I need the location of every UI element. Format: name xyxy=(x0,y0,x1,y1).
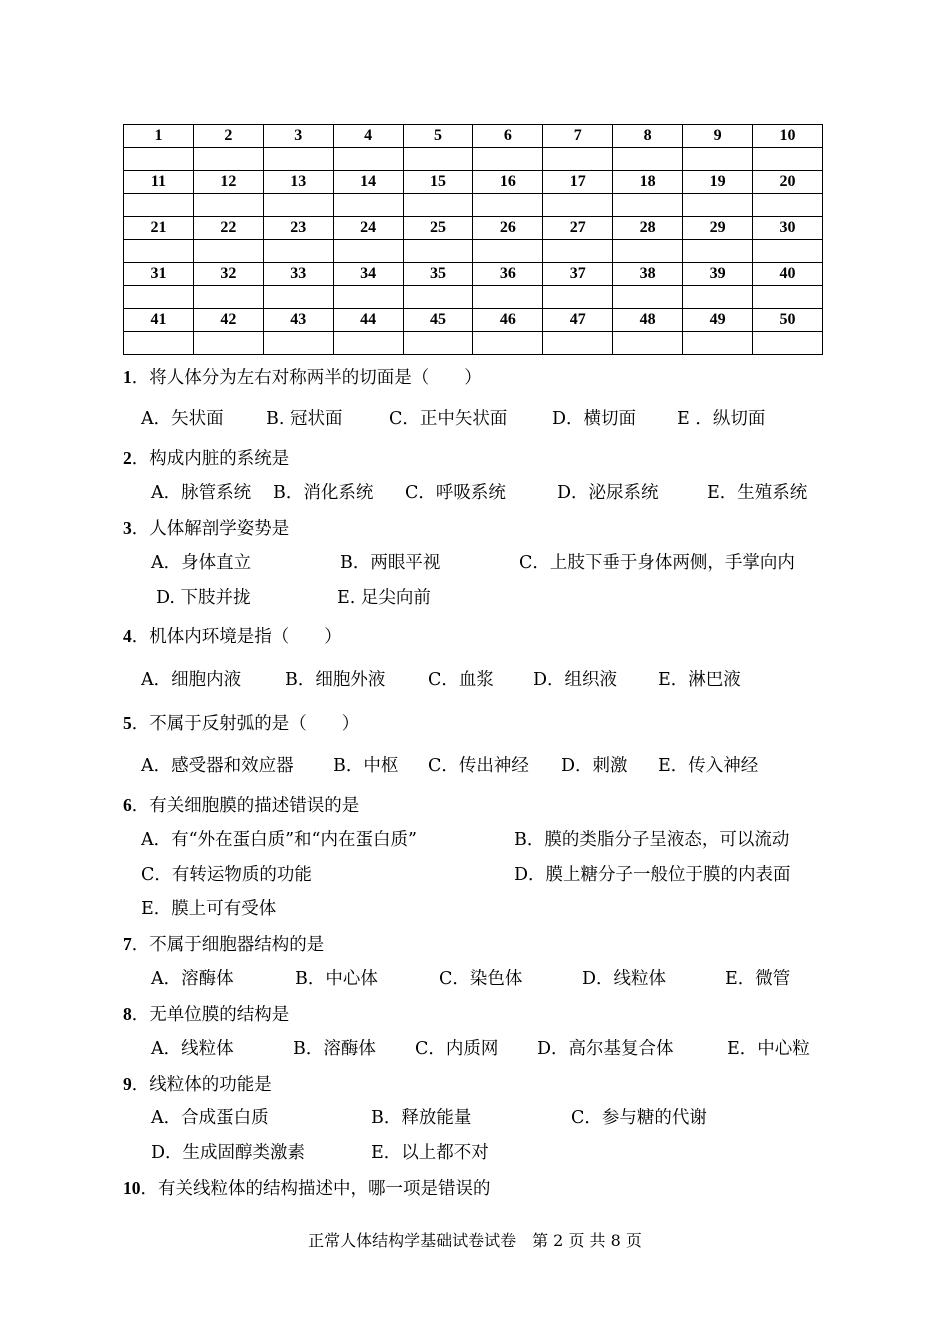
grid-answer-cell[interactable] xyxy=(473,194,543,217)
grid-answer-row xyxy=(124,286,823,309)
grid-answer-cell[interactable] xyxy=(333,194,403,217)
grid-answer-cell[interactable] xyxy=(543,332,613,355)
grid-number-cell: 48 xyxy=(613,309,683,332)
grid-answer-cell[interactable] xyxy=(124,240,194,263)
grid-answer-cell[interactable] xyxy=(333,148,403,171)
q9-option-b: B．释放能量 xyxy=(371,1108,472,1128)
grid-number-cell: 29 xyxy=(683,217,753,240)
question-4: 4．机体内环境是指（ ） xyxy=(123,626,342,647)
q2-option-e: E．生殖系统 xyxy=(707,483,808,503)
q9-option-c: C．参与糖的代谢 xyxy=(571,1108,707,1128)
grid-answer-cell[interactable] xyxy=(403,194,473,217)
grid-answer-cell[interactable] xyxy=(753,332,823,355)
q6-option-e: E．膜上可有受体 xyxy=(141,899,277,919)
grid-number-cell: 34 xyxy=(333,263,403,286)
q6-option-b: B．膜的类脂分子呈液态，可以流动 xyxy=(514,830,790,850)
q4-option-b: B．细胞外液 xyxy=(285,670,386,690)
q2-option-d: D．泌尿系统 xyxy=(557,483,659,503)
q5-option-e: E．传入神经 xyxy=(658,756,759,776)
q9-option-d: D．生成固醇类激素 xyxy=(151,1143,306,1163)
grid-number-cell: 35 xyxy=(403,263,473,286)
grid-number-cell: 10 xyxy=(753,125,823,148)
q8-option-d: D．高尔基复合体 xyxy=(537,1039,674,1059)
grid-number-cell: 46 xyxy=(473,309,543,332)
grid-answer-cell[interactable] xyxy=(193,148,263,171)
grid-answer-row xyxy=(124,332,823,355)
grid-answer-cell[interactable] xyxy=(193,332,263,355)
q4-option-e: E．淋巴液 xyxy=(658,670,741,690)
question-6: 6．有关细胞膜的描述错误的是 xyxy=(123,795,360,816)
grid-answer-cell[interactable] xyxy=(753,240,823,263)
grid-number-row xyxy=(124,125,823,148)
grid-answer-cell[interactable] xyxy=(403,148,473,171)
question-9: 9．线粒体的功能是 xyxy=(123,1074,272,1095)
grid-number-cell: 9 xyxy=(683,125,753,148)
grid-number-cell: 17 xyxy=(543,171,613,194)
grid-number-cell: 19 xyxy=(683,171,753,194)
grid-number-cell: 14 xyxy=(333,171,403,194)
grid-number-cell: 50 xyxy=(753,309,823,332)
grid-answer-cell[interactable] xyxy=(263,194,333,217)
grid-answer-cell[interactable] xyxy=(193,194,263,217)
grid-number-cell: 18 xyxy=(613,171,683,194)
q5-option-c: C．传出神经 xyxy=(428,756,529,776)
q7-option-b: B．中心体 xyxy=(295,969,378,989)
q4-option-d: D．组织液 xyxy=(533,670,618,690)
q2-option-b: B．消化系统 xyxy=(273,483,374,503)
grid-number-cell: 30 xyxy=(753,217,823,240)
grid-answer-cell[interactable] xyxy=(543,286,613,309)
question-2: 2．构成内脏的系统是 xyxy=(123,448,290,469)
grid-number-cell: 26 xyxy=(473,217,543,240)
grid-number-cell: 44 xyxy=(333,309,403,332)
grid-answer-cell[interactable] xyxy=(403,286,473,309)
grid-answer-cell[interactable] xyxy=(124,286,194,309)
q6-option-a: A．有“外在蛋白质”和“内在蛋白质” xyxy=(141,830,417,850)
q3-option-b: B．两眼平视 xyxy=(340,553,441,573)
grid-answer-cell[interactable] xyxy=(263,240,333,263)
grid-number-cell: 5 xyxy=(403,125,473,148)
q9-option-e: E．以上都不对 xyxy=(371,1143,489,1163)
grid-answer-cell[interactable] xyxy=(333,240,403,263)
grid-answer-cell[interactable] xyxy=(753,194,823,217)
q4-option-a: A．细胞内液 xyxy=(141,670,242,690)
q1-option-b: B. 冠状面 xyxy=(266,409,343,429)
grid-answer-cell[interactable] xyxy=(683,286,753,309)
grid-answer-cell[interactable] xyxy=(193,240,263,263)
grid-number-cell: 27 xyxy=(543,217,613,240)
grid-number-row xyxy=(124,217,823,240)
grid-number-cell: 45 xyxy=(403,309,473,332)
q3-option-a: A．身体直立 xyxy=(151,553,252,573)
grid-number-cell: 11 xyxy=(124,171,194,194)
grid-number-cell: 4 xyxy=(333,125,403,148)
grid-number-row xyxy=(124,263,823,286)
grid-answer-cell[interactable] xyxy=(683,148,753,171)
grid-number-cell: 39 xyxy=(683,263,753,286)
grid-answer-cell[interactable] xyxy=(473,286,543,309)
grid-number-cell: 8 xyxy=(613,125,683,148)
grid-number-cell: 28 xyxy=(613,217,683,240)
q3-option-d: D. 下肢并拢 xyxy=(156,588,251,608)
grid-number-cell: 2 xyxy=(193,125,263,148)
grid-answer-cell[interactable] xyxy=(124,194,194,217)
q7-option-e: E．微管 xyxy=(725,969,791,989)
grid-answer-cell[interactable] xyxy=(613,332,683,355)
grid-number-cell: 41 xyxy=(124,309,194,332)
q8-option-e: E．中心粒 xyxy=(727,1039,810,1059)
question-1: 1．将人体分为左右对称两半的切面是（ ） xyxy=(123,367,482,388)
question-3: 3．人体解剖学姿势是 xyxy=(123,518,290,539)
grid-answer-cell[interactable] xyxy=(263,148,333,171)
grid-number-cell: 43 xyxy=(263,309,333,332)
q7-option-d: D．线粒体 xyxy=(582,969,667,989)
grid-answer-cell[interactable] xyxy=(403,332,473,355)
grid-number-cell: 22 xyxy=(193,217,263,240)
grid-number-cell: 31 xyxy=(124,263,194,286)
answer-grid xyxy=(123,124,823,355)
q7-option-a: A．溶酶体 xyxy=(151,969,234,989)
grid-answer-cell[interactable] xyxy=(333,286,403,309)
grid-number-cell: 15 xyxy=(403,171,473,194)
grid-answer-cell[interactable] xyxy=(473,148,543,171)
grid-answer-cell[interactable] xyxy=(333,332,403,355)
q4-option-c: C．血浆 xyxy=(428,670,494,690)
grid-number-cell: 40 xyxy=(753,263,823,286)
question-10: 10．有关线粒体的结构描述中，哪一项是错误的 xyxy=(123,1178,491,1199)
grid-number-cell: 24 xyxy=(333,217,403,240)
q1-option-c: C．正中矢状面 xyxy=(389,409,508,429)
grid-answer-cell[interactable] xyxy=(124,332,194,355)
grid-answer-row xyxy=(124,240,823,263)
grid-answer-cell[interactable] xyxy=(403,240,473,263)
q8-option-b: B．溶酶体 xyxy=(293,1039,376,1059)
q3-option-c: C．上肢下垂于身体两侧，手掌向内 xyxy=(519,553,795,573)
q5-option-d: D．刺激 xyxy=(561,756,628,776)
grid-number-cell: 42 xyxy=(193,309,263,332)
grid-number-cell: 25 xyxy=(403,217,473,240)
grid-answer-cell[interactable] xyxy=(753,286,823,309)
grid-answer-cell[interactable] xyxy=(263,332,333,355)
q1-option-a: A．矢状面 xyxy=(141,409,224,429)
grid-answer-cell[interactable] xyxy=(193,286,263,309)
grid-number-row xyxy=(124,171,823,194)
grid-number-cell: 47 xyxy=(543,309,613,332)
question-7: 7．不属于细胞器结构的是 xyxy=(123,934,325,955)
grid-answer-cell[interactable] xyxy=(473,240,543,263)
grid-number-cell: 23 xyxy=(263,217,333,240)
q2-option-a: A．脉管系统 xyxy=(151,483,252,503)
grid-number-cell: 1 xyxy=(124,125,194,148)
grid-number-row xyxy=(124,309,823,332)
grid-answer-cell[interactable] xyxy=(543,194,613,217)
grid-number-cell: 21 xyxy=(124,217,194,240)
q2-option-c: C．呼吸系统 xyxy=(405,483,506,503)
grid-number-cell: 49 xyxy=(683,309,753,332)
grid-answer-cell[interactable] xyxy=(473,332,543,355)
q6-option-d: D．膜上糖分子一般位于膜的内表面 xyxy=(514,865,791,885)
grid-answer-cell[interactable] xyxy=(683,332,753,355)
q3-option-e: E. 足尖向前 xyxy=(337,588,431,608)
grid-answer-cell[interactable] xyxy=(543,148,613,171)
grid-answer-cell[interactable] xyxy=(683,240,753,263)
grid-number-cell: 12 xyxy=(193,171,263,194)
grid-answer-cell[interactable] xyxy=(683,194,753,217)
grid-number-cell: 16 xyxy=(473,171,543,194)
grid-answer-cell[interactable] xyxy=(613,148,683,171)
grid-answer-cell[interactable] xyxy=(613,194,683,217)
q7-option-c: C．染色体 xyxy=(439,969,523,989)
grid-number-cell: 38 xyxy=(613,263,683,286)
grid-number-cell: 36 xyxy=(473,263,543,286)
q6-option-c: C．有转运物质的功能 xyxy=(141,865,312,885)
grid-number-cell: 6 xyxy=(473,125,543,148)
grid-answer-cell[interactable] xyxy=(263,286,333,309)
page-footer: 正常人体结构学基础试卷试卷 第 2 页 共 8 页 xyxy=(308,1231,642,1250)
q1-option-d: D．横切面 xyxy=(552,409,637,429)
q9-option-a: A．合成蛋白质 xyxy=(151,1108,269,1128)
grid-answer-cell[interactable] xyxy=(124,148,194,171)
grid-number-cell: 20 xyxy=(753,171,823,194)
grid-number-cell: 3 xyxy=(263,125,333,148)
question-5: 5．不属于反射弧的是（ ） xyxy=(123,713,360,734)
grid-answer-row xyxy=(124,194,823,217)
grid-answer-cell[interactable] xyxy=(543,240,613,263)
grid-answer-row xyxy=(124,148,823,171)
q8-option-a: A．线粒体 xyxy=(151,1039,234,1059)
grid-number-cell: 37 xyxy=(543,263,613,286)
q8-option-c: C．内质网 xyxy=(415,1039,499,1059)
question-8: 8．无单位膜的结构是 xyxy=(123,1004,290,1025)
grid-answer-cell[interactable] xyxy=(613,286,683,309)
grid-answer-cell[interactable] xyxy=(613,240,683,263)
q5-option-a: A．感受器和效应器 xyxy=(141,756,294,776)
q1-option-e: E ．纵切面 xyxy=(677,409,766,429)
grid-number-cell: 7 xyxy=(543,125,613,148)
grid-answer-cell[interactable] xyxy=(753,148,823,171)
q5-option-b: B．中枢 xyxy=(333,756,399,776)
grid-number-cell: 13 xyxy=(263,171,333,194)
grid-number-cell: 33 xyxy=(263,263,333,286)
grid-number-cell: 32 xyxy=(193,263,263,286)
